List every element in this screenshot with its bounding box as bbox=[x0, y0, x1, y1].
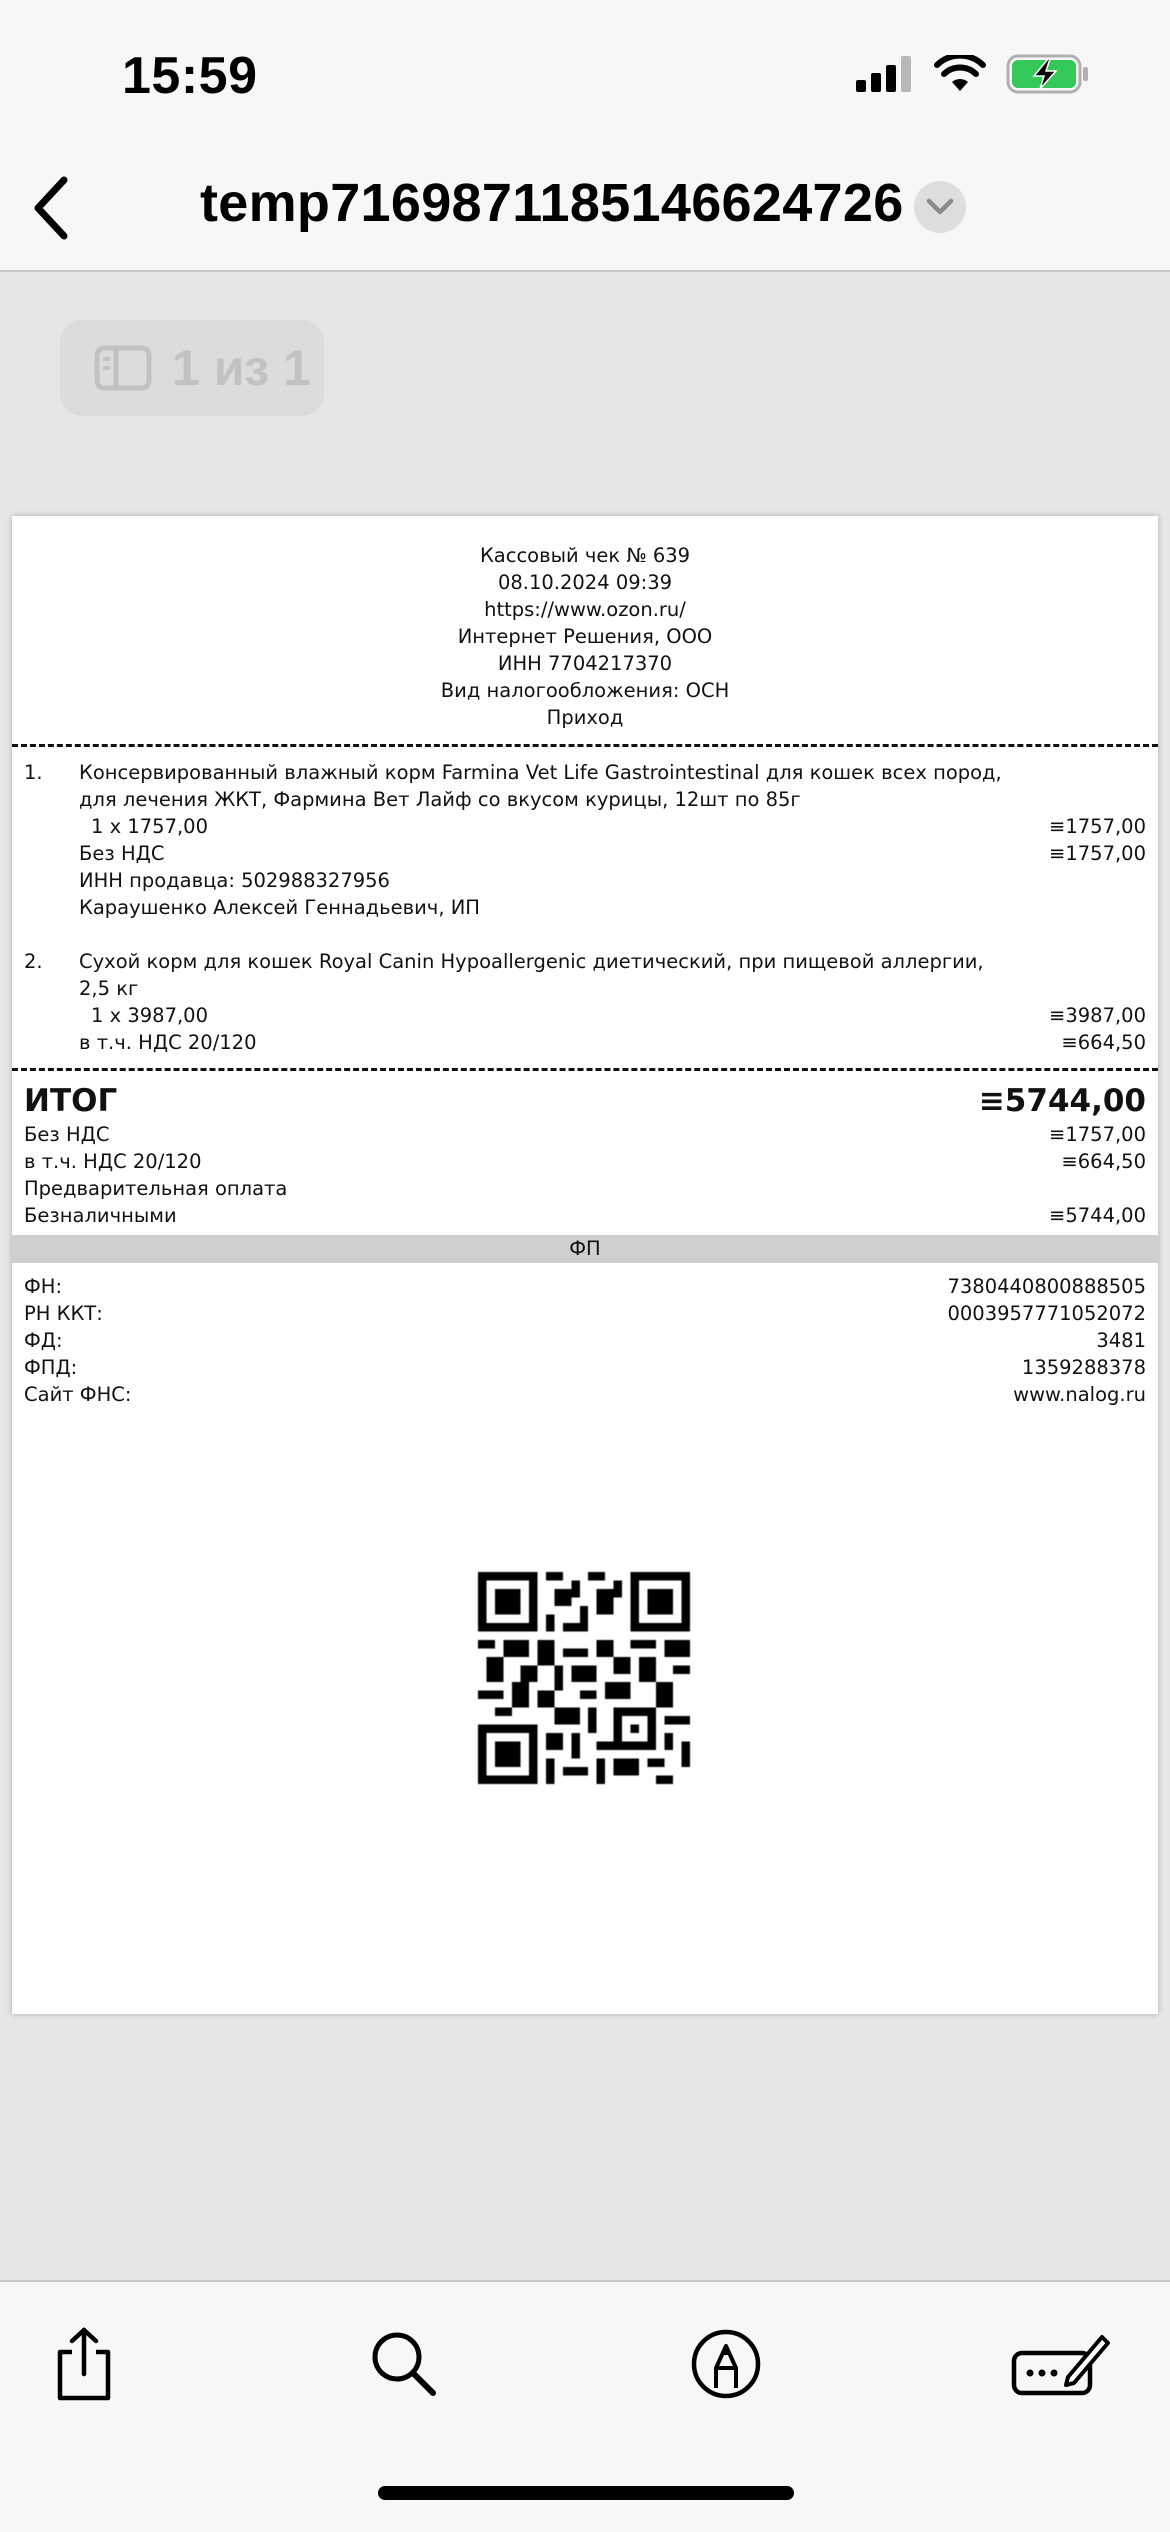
receipt-company-inn: ИНН 7704217370 bbox=[497, 652, 673, 675]
fiscal-value: 7380440800888505 bbox=[947, 1275, 1146, 1298]
qr-code bbox=[478, 1572, 690, 1784]
item-quantity: 1 x 3987,00 bbox=[91, 1004, 208, 1027]
fiscal-value: 3481 bbox=[1096, 1329, 1146, 1352]
cashless-value: ≡5744,00 bbox=[1049, 1204, 1146, 1227]
title-menu-button[interactable] bbox=[914, 181, 966, 233]
document-title[interactable]: temp7169871185146624726 bbox=[200, 173, 904, 233]
total-vat-label: в т.ч. НДС 20/120 bbox=[24, 1150, 202, 1173]
item-number: 2. bbox=[24, 950, 43, 973]
chevron-left-icon bbox=[30, 176, 70, 240]
item-vat-label: в т.ч. НДС 20/120 bbox=[79, 1031, 257, 1054]
item-name: для лечения ЖКТ, Фармина Вет Лайф со вкусом курицы, 12шт по 85г bbox=[79, 788, 801, 811]
receipt-totals bbox=[12, 1071, 1158, 1229]
total-no-vat-value: ≡1757,00 bbox=[1049, 1123, 1146, 1146]
item-sum: ≡3987,00 bbox=[1049, 1004, 1146, 1027]
markup-icon bbox=[690, 2328, 762, 2400]
item-name: 2,5 кг bbox=[79, 977, 139, 1000]
fiscal-label: РН ККТ: bbox=[24, 1302, 103, 1325]
item-vat-sum: ≡1757,00 bbox=[1049, 842, 1146, 865]
cellular-signal-icon bbox=[856, 56, 914, 92]
item-name: Консервированный влажный корм Farmina Vet Life Gastrointestinal для кошек всех пород, bbox=[79, 761, 1002, 784]
back-button[interactable] bbox=[20, 168, 80, 248]
fiscal-row bbox=[24, 1354, 1146, 1381]
fiscal-row bbox=[24, 1381, 1146, 1408]
battery-charging-icon bbox=[1006, 54, 1090, 94]
status-time: 15:59 bbox=[122, 47, 258, 105]
receipt-page bbox=[12, 516, 1158, 2014]
share-button[interactable] bbox=[44, 2324, 124, 2404]
item-vat-label: Без НДС bbox=[79, 842, 165, 865]
search-icon bbox=[369, 2329, 439, 2399]
receipt-number: Кассовый чек № 639 bbox=[479, 544, 691, 567]
item-name: Сухой корм для кошек Royal Canin Hypoallergenic диетический, при пищевой аллергии, bbox=[79, 950, 984, 973]
item-number: 1. bbox=[24, 761, 43, 784]
fiscal-row bbox=[24, 1300, 1146, 1327]
fiscal-value: 0003957771052072 bbox=[947, 1302, 1146, 1325]
page-counter[interactable] bbox=[60, 320, 324, 416]
item-sum: ≡1757,00 bbox=[1049, 815, 1146, 838]
fiscal-label: ФПД: bbox=[24, 1356, 78, 1379]
total-value: ≡5744,00 bbox=[978, 1083, 1146, 1119]
search-button[interactable] bbox=[364, 2324, 444, 2404]
fp-section-title: ФП bbox=[12, 1235, 1158, 1263]
home-indicator bbox=[378, 2486, 794, 2500]
item-seller-inn: ИНН продавца: 502988327956 bbox=[79, 869, 390, 892]
receipt-item bbox=[24, 948, 1146, 1056]
share-icon bbox=[52, 2326, 116, 2402]
prepayment-label: Предварительная оплата bbox=[24, 1177, 288, 1200]
fiscal-label: ФД: bbox=[24, 1329, 63, 1352]
fiscal-row bbox=[24, 1273, 1146, 1300]
top-bar bbox=[0, 0, 1170, 272]
total-vat-value: ≡664,50 bbox=[1061, 1150, 1146, 1173]
item-seller-name: Караушенко Алексей Геннадьевич, ИП bbox=[79, 896, 480, 919]
receipt-header bbox=[12, 516, 1158, 731]
bottom-toolbar bbox=[0, 2280, 1170, 2532]
form-fill-button[interactable] bbox=[1010, 2324, 1110, 2404]
fiscal-value: 1359288378 bbox=[1021, 1356, 1146, 1379]
status-icons bbox=[856, 54, 1090, 94]
chevron-down-icon bbox=[926, 198, 954, 216]
fiscal-value: www.nalog.ru bbox=[1013, 1383, 1146, 1406]
receipt-datetime: 08.10.2024 09:39 bbox=[497, 571, 673, 594]
page-counter-label: 1 из 1 bbox=[172, 340, 311, 396]
total-label: ИТОГ bbox=[24, 1083, 118, 1119]
receipt-operation-type: Приход bbox=[546, 706, 624, 729]
sidebar-icon bbox=[94, 345, 152, 391]
total-no-vat-label: Без НДС bbox=[24, 1123, 110, 1146]
form-fill-icon bbox=[1010, 2329, 1110, 2399]
markup-button[interactable] bbox=[686, 2324, 766, 2404]
fiscal-label: Сайт ФНС: bbox=[24, 1383, 132, 1406]
receipt-tax-system: Вид налогообложения: ОСН bbox=[440, 679, 730, 702]
fiscal-row bbox=[24, 1327, 1146, 1354]
cashless-label: Безналичными bbox=[24, 1204, 177, 1227]
fiscal-label: ФН: bbox=[24, 1275, 63, 1298]
item-quantity: 1 x 1757,00 bbox=[91, 815, 208, 838]
receipt-company: Интернет Решения, ООО bbox=[457, 625, 713, 648]
item-vat-sum: ≡664,50 bbox=[1061, 1031, 1146, 1054]
receipt-site: https://www.ozon.ru/ bbox=[484, 598, 686, 621]
fiscal-data bbox=[12, 1263, 1158, 1408]
receipt-item bbox=[24, 759, 1146, 921]
wifi-icon bbox=[934, 55, 986, 93]
receipt-items bbox=[12, 747, 1158, 1056]
